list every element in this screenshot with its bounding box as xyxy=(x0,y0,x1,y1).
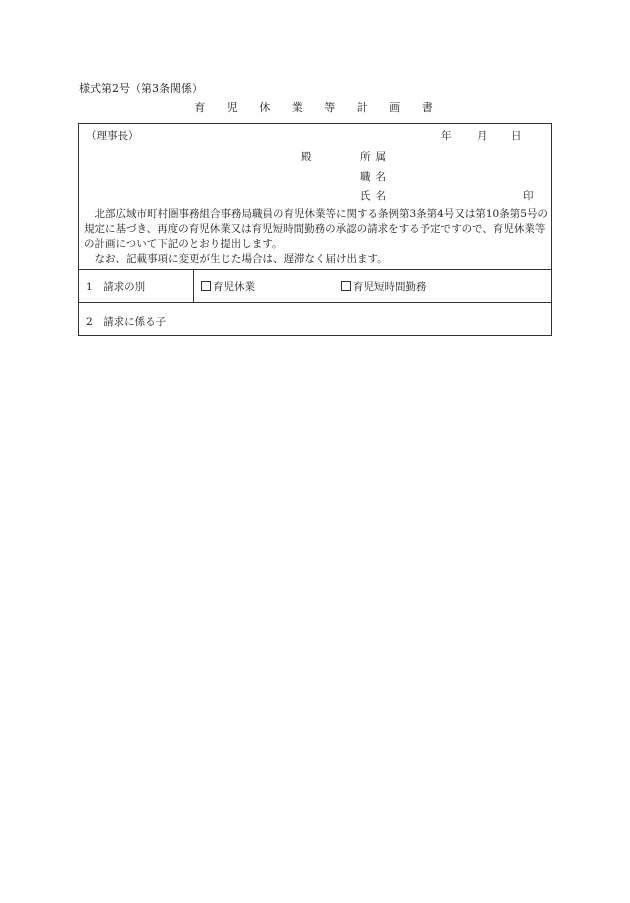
honorific-dono: 殿 xyxy=(301,151,312,163)
row-divider xyxy=(79,302,551,303)
statement-paragraph: 北部広域市町村圏事務組合事務局職員の育児休業等に関する条例第3条第4号又は第10条第5号の規定に基づき、再度の育児休業又は育児短時間勤務の承認の請求をする予定ですので、育児休業等の計画について下記のとおり提出します。 xyxy=(84,208,548,250)
option-childcare-leave[interactable] xyxy=(201,279,255,294)
position-label: 職名 xyxy=(360,171,391,183)
date-year-label: 年 xyxy=(441,130,452,142)
addressee: （理事長） xyxy=(86,130,139,142)
option-childcare-leave-label: 育児休業 xyxy=(213,281,255,293)
checkbox-childcare-leave[interactable] xyxy=(201,281,211,291)
date-day-label: 日 xyxy=(511,130,522,142)
statement-body xyxy=(84,207,548,267)
name-label: 氏名 xyxy=(360,190,391,202)
affiliation-label: 所属 xyxy=(360,151,391,163)
column-divider xyxy=(193,269,194,302)
request-type-label: 1 請求の別 xyxy=(86,281,146,293)
option-short-hours[interactable] xyxy=(341,279,427,294)
document-title: 育 児 休 業 等 計 画 書 xyxy=(194,101,442,114)
form-number: 様式第2号（第3条関係） xyxy=(79,82,203,95)
checkbox-short-hours[interactable] xyxy=(341,281,351,291)
form-frame xyxy=(78,123,552,336)
date-month-label: 月 xyxy=(477,130,488,142)
seal-mark: 印 xyxy=(523,190,534,202)
row-divider xyxy=(79,269,551,270)
option-short-hours-label: 育児短時間勤務 xyxy=(353,281,427,293)
notice-paragraph: なお、記載事項に変更が生じた場合は、遅滞なく届け出ます。 xyxy=(94,253,388,265)
child-label: 2 請求に係る子 xyxy=(86,316,167,328)
